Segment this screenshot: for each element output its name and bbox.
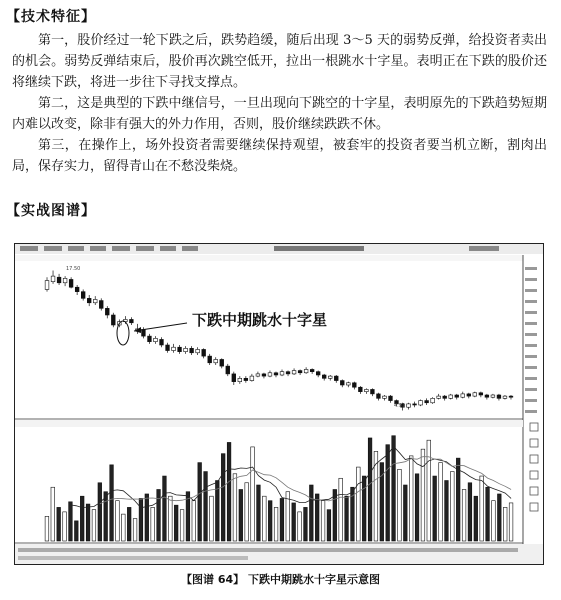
candle-body (413, 404, 417, 405)
volume-bar (139, 498, 143, 541)
volume-bar (374, 451, 378, 541)
volume-bar (257, 485, 261, 541)
price-tick-label (525, 289, 537, 292)
volume-bar (497, 494, 501, 541)
candle-body (268, 373, 272, 376)
candle-body (377, 394, 381, 398)
candle-body (328, 376, 332, 378)
low-price-label: 4.91 (394, 403, 406, 409)
price-tick-label (525, 388, 537, 391)
paragraph-1: 第一，股价经过一轮下跌之后，跌势趋缓，随后出现 3～5 天的弱势反弹，给投资者卖出的机会。弱势反弹结束后，股价再次跳空低开，拉出一根跳水十字星。表明正在下跌的股价还将继续下跌，将进一步往下寻找支撑点。 (12, 33, 547, 90)
candle-body (509, 396, 513, 397)
candle-body (322, 375, 326, 378)
candle-body (226, 366, 230, 374)
price-tick-label (525, 366, 537, 369)
candle-body (280, 372, 284, 375)
candle-body (262, 374, 266, 376)
volume-bar (409, 456, 413, 541)
candle-body (383, 396, 387, 398)
candle-body (256, 374, 260, 376)
volume-bar (174, 505, 178, 541)
candle-body (130, 319, 134, 322)
volume-bar (210, 496, 214, 541)
volume-bar (427, 440, 431, 541)
candle-body (310, 369, 314, 371)
volume-bar (251, 447, 255, 541)
candle-body (467, 394, 471, 396)
volume-bar (298, 512, 302, 541)
volume-bar (233, 474, 237, 541)
price-tick-label (525, 399, 537, 402)
candle-body (389, 396, 393, 400)
volume-bar (321, 501, 325, 541)
candle-body (431, 398, 435, 402)
candle-body (190, 348, 194, 352)
volume-bar (127, 507, 131, 541)
section-title-chart: 【实战图谱】 (6, 203, 96, 219)
annotation-label: 下跌中期跳水十字星 (192, 311, 328, 329)
candle-body (99, 301, 103, 309)
candle-body (425, 401, 429, 403)
volume-bar (262, 496, 266, 541)
candle-body (461, 394, 465, 397)
volume-bar (415, 474, 419, 541)
stock-chart (14, 243, 544, 565)
volume-bar (468, 483, 472, 541)
candle-body (178, 347, 182, 351)
candle-body (365, 389, 369, 391)
volume-bar (227, 442, 231, 541)
volume-bar (51, 487, 55, 541)
section-title-technical: 【技术特征】 (6, 9, 96, 25)
price-tick-label (525, 333, 537, 336)
paragraph-2: 第二，这是典型的下跌中继信号，一旦出现向下跳空的十字星，表明原先的下跌趋势短期内难以改变，除非有强大的外力作用，否则，股价继续跌跌不休。 (12, 96, 547, 132)
price-tick-label (525, 267, 537, 270)
candle-body (503, 396, 507, 398)
volume-bar (280, 498, 284, 541)
volume-bar (403, 485, 407, 541)
price-tick-label (525, 311, 537, 314)
volume-bar (86, 504, 90, 541)
candle-body (57, 277, 61, 283)
volume-bar (80, 496, 84, 541)
volume-bar (327, 510, 331, 541)
volume-bar (69, 502, 73, 541)
candle-body (75, 287, 79, 291)
candle-body (304, 369, 308, 372)
volume-bar (421, 449, 425, 541)
candle-body (473, 393, 477, 396)
candle-body (51, 276, 55, 282)
candle-body (208, 356, 212, 363)
price-tick-label (525, 377, 537, 380)
candle-body (148, 336, 152, 342)
volume-bar (445, 481, 449, 541)
candle-body (184, 348, 188, 351)
candle-body (244, 378, 248, 380)
volume-bar (57, 507, 61, 541)
price-tick-label (525, 355, 537, 358)
volume-bar (339, 478, 343, 541)
volume-bar (151, 507, 155, 541)
volume-bar (304, 507, 308, 541)
volume-bar (74, 521, 78, 541)
candle-body (238, 378, 242, 381)
candle-body (346, 383, 350, 385)
candle-body (371, 389, 375, 393)
high-price-label: 17.50 (66, 266, 81, 272)
candle-body (491, 395, 495, 397)
volume-bar (245, 483, 249, 541)
volume-bar (268, 501, 272, 541)
candle-body (479, 393, 483, 395)
volume-bar (104, 492, 108, 541)
volume-bar (509, 503, 513, 541)
candle-body (250, 376, 254, 380)
volume-bar (356, 467, 360, 541)
volume-bar (192, 501, 196, 541)
volume-bar (315, 494, 319, 541)
volume-bar (462, 489, 466, 541)
candle-body (232, 374, 236, 382)
candle-body (292, 371, 296, 374)
candle-body (334, 376, 338, 380)
figure-caption: 【图谱 64】 下跌中期跳水十字星示意图 (181, 573, 380, 586)
volume-bar (204, 472, 208, 541)
candle-body (69, 279, 73, 287)
candle-body (93, 299, 97, 302)
candle-body (485, 395, 489, 397)
volume-bar (180, 510, 184, 541)
paragraph-3: 第三，在操作上，场外投资者需要继续保持观望，被套牢的投资者要当机立断，割肉出局，保存实力，留得青山在不愁没柴烧。 (12, 138, 547, 174)
volume-bar (198, 463, 202, 541)
volume-bar (439, 463, 443, 541)
volume-bar (239, 489, 243, 541)
candle-body (45, 281, 49, 290)
price-tick-label (525, 344, 537, 347)
volume-bar (362, 476, 366, 541)
volume-bar (503, 507, 507, 541)
volume-bar (274, 507, 278, 541)
price-info-bar (15, 255, 523, 261)
price-tick-label (525, 322, 537, 325)
status-bar (15, 544, 543, 564)
candle-body (63, 278, 67, 282)
volume-bar (221, 454, 225, 541)
volume-bar (386, 445, 390, 541)
candle-body (81, 292, 85, 299)
volume-info-bar (15, 420, 523, 427)
candle-body (298, 371, 302, 373)
volume-bar (292, 503, 296, 541)
candle-body (443, 396, 447, 398)
volume-bar (345, 496, 349, 541)
candle-body (340, 381, 344, 385)
candle-body (455, 395, 459, 397)
candle-body (286, 372, 290, 374)
volume-bar (309, 485, 313, 541)
volume-bar (116, 501, 120, 541)
candle-body (449, 395, 453, 398)
candle-body (196, 349, 200, 352)
candle-body (419, 401, 423, 405)
volume-bar (157, 489, 161, 541)
volume-bar (368, 438, 372, 541)
candle-body (316, 372, 320, 375)
candle-body (166, 345, 170, 351)
volume-bar (145, 494, 149, 541)
volume-bar (474, 496, 478, 541)
candle-body (358, 387, 362, 391)
volume-bar (392, 436, 396, 541)
candle-body (105, 308, 109, 315)
volume-bar (133, 519, 137, 541)
candle-body (407, 404, 411, 407)
volume-bar (450, 472, 454, 541)
volume-bar (45, 516, 49, 541)
volume-bar (398, 469, 402, 541)
candle-body (142, 329, 146, 336)
candle-body (214, 359, 218, 362)
volume-bar (333, 489, 337, 541)
candle-body (437, 396, 441, 398)
price-tick-label (525, 300, 537, 303)
volume-bar (480, 476, 484, 541)
candle-body (220, 359, 224, 366)
volume-bar (92, 510, 96, 541)
candle-body (172, 347, 176, 350)
price-tick-label (525, 410, 537, 413)
candle-body (87, 298, 91, 302)
volume-bar (121, 514, 125, 541)
candle-body (274, 373, 278, 375)
volume-bar (492, 501, 496, 541)
candle-body (497, 395, 501, 398)
volume-bar (163, 476, 167, 541)
volume-bar (486, 487, 490, 541)
candle-body (160, 339, 164, 345)
volume-bar (98, 483, 102, 541)
price-tick-label (525, 278, 537, 281)
candle-body (202, 349, 206, 356)
volume-bar (110, 465, 114, 541)
candle-body (352, 383, 356, 387)
volume-bar (168, 496, 172, 541)
candle-body (111, 315, 115, 325)
candle-body (154, 338, 158, 341)
volume-bar (63, 512, 67, 541)
volume-bar (433, 476, 437, 541)
